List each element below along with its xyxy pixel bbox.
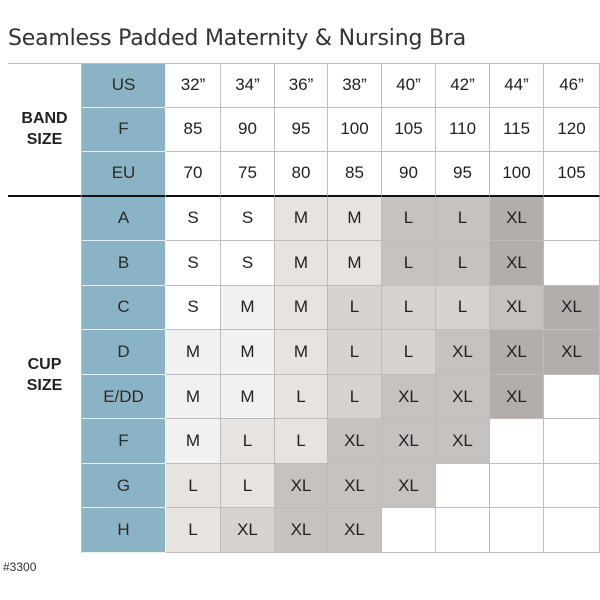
cup-size-cell: XL [328, 464, 382, 509]
cup-size-cell: S [166, 286, 221, 331]
band-size-cell: 90 [221, 108, 275, 153]
cup-size-cell: M [275, 197, 328, 242]
band-size-cell: 95 [275, 108, 328, 153]
cup-size-cell: XL [275, 464, 328, 509]
band-size-label-line1: BAND [21, 109, 68, 127]
band-size-label [8, 63, 82, 197]
band-size-cell: 100 [490, 152, 544, 197]
cup-size-cell: L [382, 286, 436, 331]
size-chart-table [8, 63, 600, 553]
cup-size-cell: M [166, 330, 221, 375]
cup-size-cell: M [221, 375, 275, 420]
band-size-cell: 80 [275, 152, 328, 197]
cup-size-label [8, 197, 82, 553]
band-size-cell: 75 [221, 152, 275, 197]
cup-row-label: E/DD [82, 375, 166, 420]
band-row-label: F [82, 108, 166, 153]
band-row-label: EU [82, 152, 166, 197]
band-size-cell: 105 [382, 108, 436, 153]
cup-size-cell [544, 464, 600, 509]
cup-size-cell [490, 508, 544, 553]
page-title: Seamless Padded Maternity & Nursing Bra [8, 26, 467, 51]
cup-size-cell: XL [490, 241, 544, 286]
cup-size-cell [544, 419, 600, 464]
cup-size-label-line2: SIZE [26, 376, 63, 394]
cup-size-cell: L [221, 464, 275, 509]
cup-size-cell: M [275, 241, 328, 286]
cup-size-cell: M [328, 197, 382, 242]
cup-row-label: A [82, 197, 166, 242]
cup-size-cell: M [166, 419, 221, 464]
cup-size-cell: XL [490, 375, 544, 420]
cup-size-cell [382, 508, 436, 553]
cup-size-cell: L [275, 419, 328, 464]
cup-size-cell [544, 508, 600, 553]
cup-size-cell [544, 197, 600, 242]
band-size-cell: 85 [166, 108, 221, 153]
cup-size-cell: L [275, 375, 328, 420]
band-size-cell: 36” [275, 63, 328, 108]
cup-size-cell [436, 464, 490, 509]
cup-size-cell: M [221, 330, 275, 375]
band-size-cell: 38” [328, 63, 382, 108]
cup-size-cell: L [221, 419, 275, 464]
band-size-cell: 110 [436, 108, 490, 153]
band-size-cell: 42” [436, 63, 490, 108]
cup-size-cell: L [328, 286, 382, 331]
cup-size-cell [436, 508, 490, 553]
cup-size-cell: L [436, 197, 490, 242]
cup-size-cell: S [166, 241, 221, 286]
cup-size-cell: XL [221, 508, 275, 553]
cup-size-cell: XL [382, 419, 436, 464]
band-size-label-line2: SIZE [26, 130, 63, 148]
cup-size-cell: M [328, 241, 382, 286]
band-size-cell: 95 [436, 152, 490, 197]
cup-size-cell [490, 464, 544, 509]
cup-size-cell: S [221, 197, 275, 242]
cup-size-cell: XL [490, 330, 544, 375]
cup-size-cell [544, 375, 600, 420]
band-size-cell: 120 [544, 108, 600, 153]
band-size-cell: 85 [328, 152, 382, 197]
cup-size-cell: L [328, 330, 382, 375]
cup-size-cell: XL [328, 419, 382, 464]
cup-size-cell: L [436, 286, 490, 331]
cup-size-cell: XL [436, 419, 490, 464]
product-code: #3300 [3, 560, 37, 574]
cup-size-cell: XL [436, 330, 490, 375]
band-size-cell: 44” [490, 63, 544, 108]
band-size-cell: 100 [328, 108, 382, 153]
cup-size-cell: XL [490, 197, 544, 242]
cup-size-cell: XL [382, 464, 436, 509]
band-size-cell: 105 [544, 152, 600, 197]
cup-size-cell: XL [275, 508, 328, 553]
cup-size-cell [490, 419, 544, 464]
cup-size-cell: M [221, 286, 275, 331]
band-row-label: US [82, 63, 166, 108]
cup-row-label: C [82, 286, 166, 331]
cup-size-cell: L [436, 241, 490, 286]
cup-size-cell: M [275, 330, 328, 375]
band-size-cell: 90 [382, 152, 436, 197]
cup-size-cell: L [382, 197, 436, 242]
cup-size-cell: M [275, 286, 328, 331]
cup-row-label: B [82, 241, 166, 286]
cup-size-cell: XL [436, 375, 490, 420]
cup-size-cell: L [382, 330, 436, 375]
cup-size-label-line1: CUP [27, 355, 62, 373]
cup-row-label: F [82, 419, 166, 464]
band-size-cell: 40” [382, 63, 436, 108]
cup-size-cell: S [221, 241, 275, 286]
cup-size-cell: XL [544, 330, 600, 375]
band-size-cell: 34” [221, 63, 275, 108]
cup-row-label: H [82, 508, 166, 553]
cup-size-cell: L [166, 508, 221, 553]
band-size-cell: 32” [166, 63, 221, 108]
cup-size-cell: L [166, 464, 221, 509]
cup-size-cell: XL [328, 508, 382, 553]
cup-size-cell: XL [490, 286, 544, 331]
cup-size-cell: XL [544, 286, 600, 331]
cup-size-cell: M [166, 375, 221, 420]
band-size-cell: 46” [544, 63, 600, 108]
cup-size-cell: S [166, 197, 221, 242]
band-size-cell: 115 [490, 108, 544, 153]
band-size-cell: 70 [166, 152, 221, 197]
cup-size-cell [544, 241, 600, 286]
cup-size-cell: L [382, 241, 436, 286]
cup-row-label: D [82, 330, 166, 375]
cup-row-label: G [82, 464, 166, 509]
cup-size-cell: L [328, 375, 382, 420]
cup-size-cell: XL [382, 375, 436, 420]
